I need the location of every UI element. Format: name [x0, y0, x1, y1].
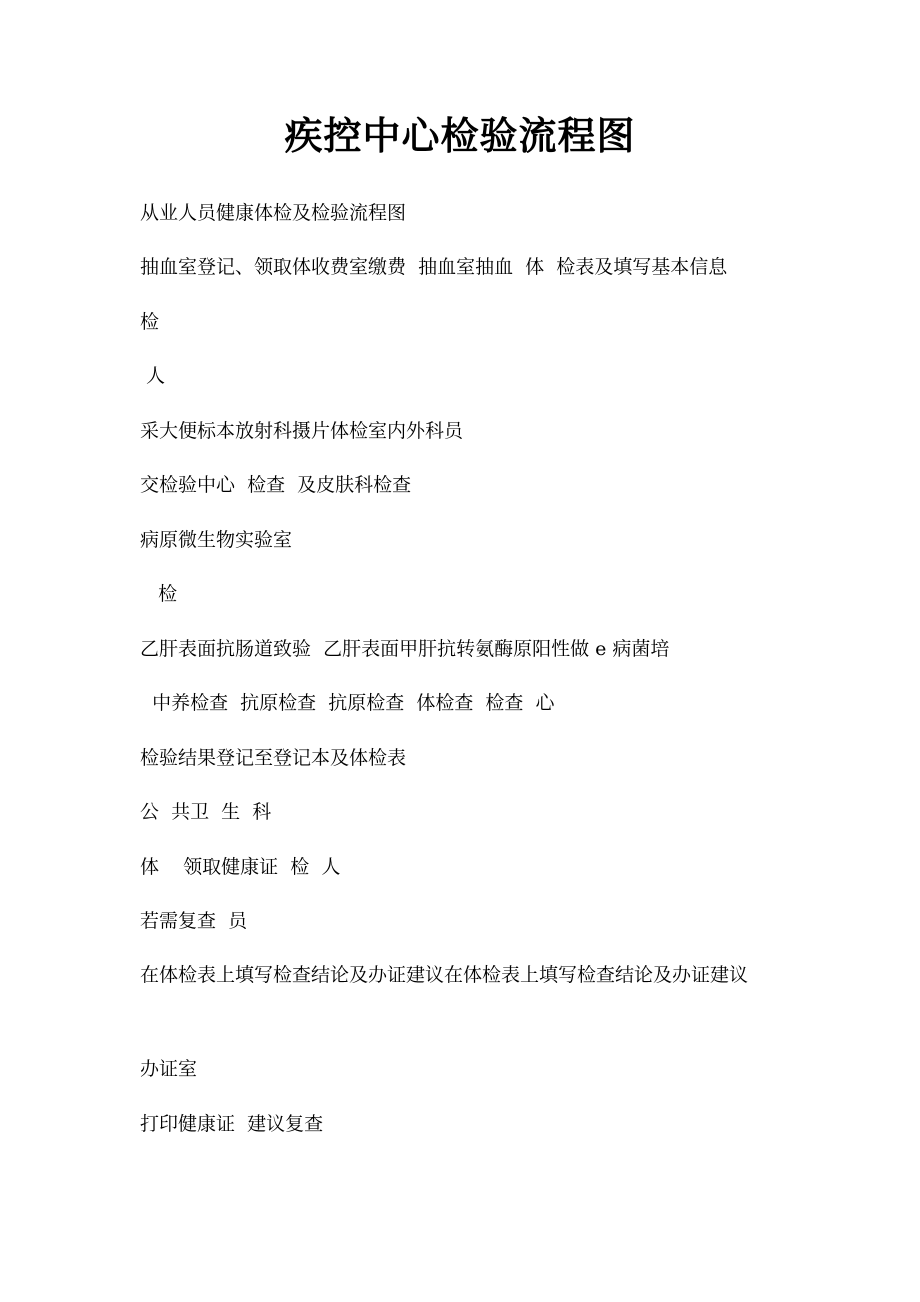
text-line: 中养检查 抗原检查 抗原检查 体检查 检查 心	[140, 692, 555, 714]
text-line: 打印健康证 建议复查	[140, 1113, 324, 1135]
text-line: 采大便标本放射科摄片体检室内外科员	[140, 420, 464, 442]
text-line: 乙肝表面抗肠道致验 乙肝表面甲肝抗转氨酶原阳性做 e 病菌培	[140, 638, 670, 660]
text-line: 公 共卫 生 科	[140, 801, 272, 823]
text-line: 检验结果登记至登记本及体检表	[140, 747, 407, 769]
text-line: 检	[140, 583, 178, 605]
document-title: 疾控中心检验流程图	[284, 113, 636, 158]
text-line: 从业人员健康体检及检验流程图	[140, 202, 407, 224]
text-line: 体 领取健康证 检 人	[140, 856, 341, 878]
text-line: 检	[140, 311, 160, 333]
text-line: 若需复查 员	[140, 910, 248, 932]
text-line: 交检验中心 检查 及皮肤科检查	[140, 474, 412, 496]
text-line: 人	[140, 365, 166, 387]
text-line: 办证室	[140, 1058, 198, 1080]
text-line: 抽血室登记、领取体收费室缴费 抽血室抽血 体 检表及填写基本信息	[140, 256, 728, 278]
text-line: 病原微生物实验室	[140, 529, 293, 551]
text-line: 在体检表上填写检查结论及办证建议在体检表上填写检查结论及办证建议	[140, 964, 749, 986]
